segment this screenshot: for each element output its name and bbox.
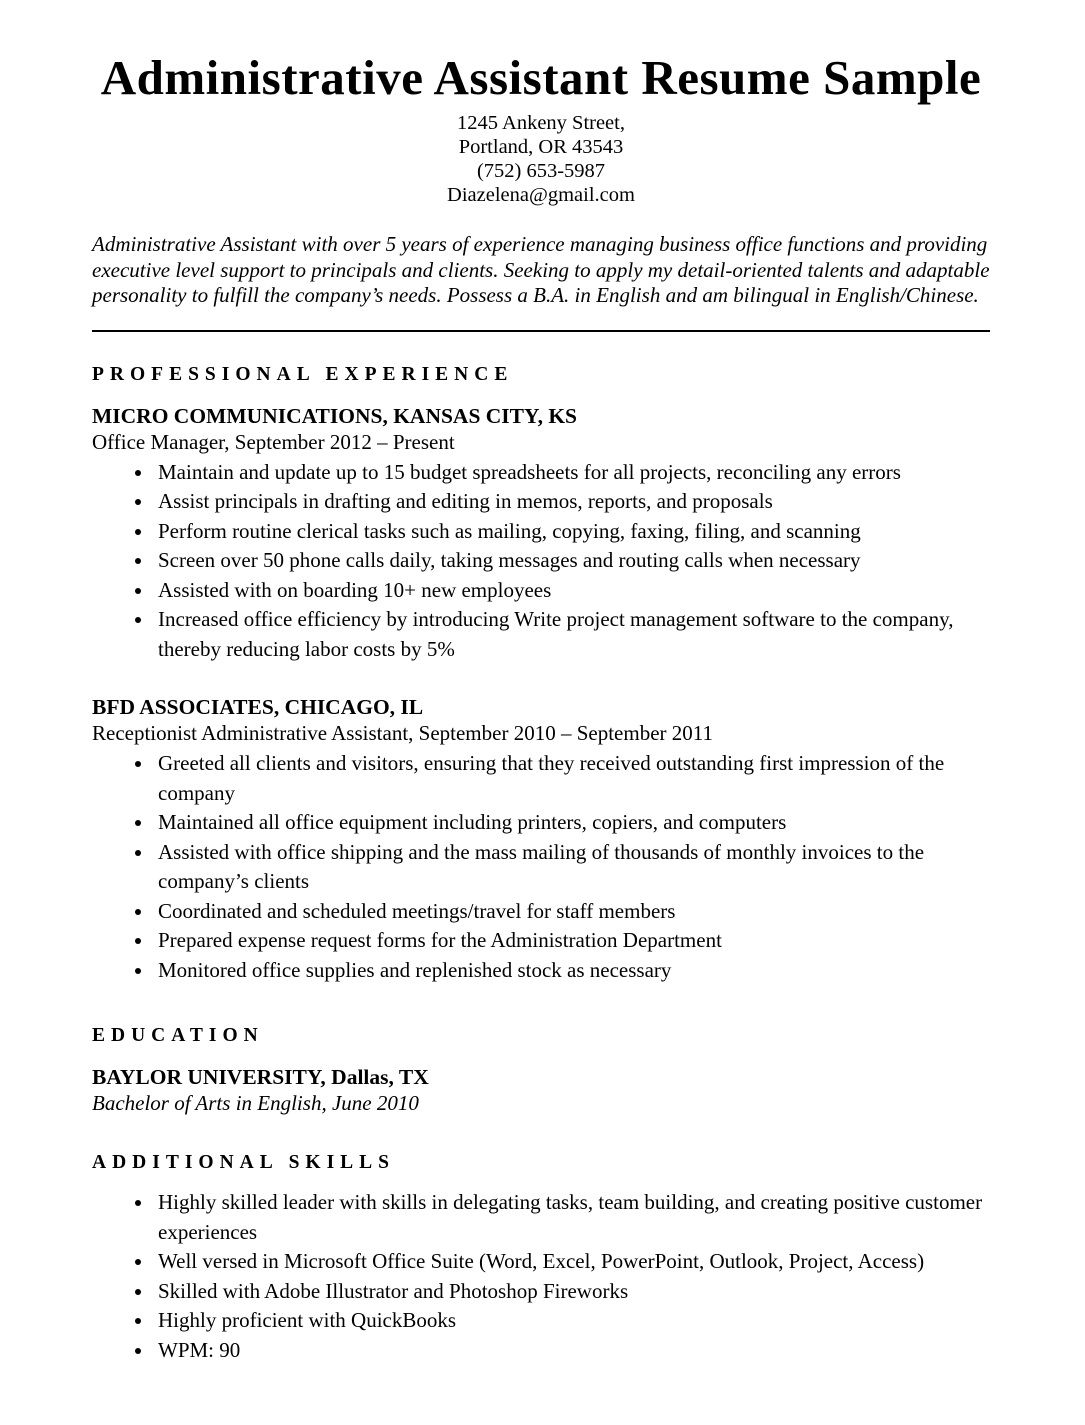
job-bullet: • Assisted with office shipping and the mass mailing of thousands of monthly invoices to the company’s clients xyxy=(154,838,990,897)
section-heading-skills: ADDITIONAL SKILLS xyxy=(92,1152,396,1174)
job-company: BFD ASSOCIATES, CHICAGO, IL xyxy=(92,695,424,720)
job-bullet: • Increased office efficiency by introducing Write project management software to the company, thereby reducing labor costs by 5% xyxy=(154,605,990,664)
resume-title: Administrative Assistant Resume Sample xyxy=(100,50,982,105)
job-bullet: • Prepared expense request forms for the Administration Department xyxy=(154,926,990,956)
section-heading-education: EDUCATION xyxy=(92,1025,264,1047)
contact-address-city: Portland, OR 43543 xyxy=(458,136,624,159)
skill-bullet: • Skilled with Adobe Illustrator and Photoshop Fireworks xyxy=(154,1277,990,1307)
job-role: Receptionist Administrative Assistant, September 2010 – September 2011 xyxy=(92,721,713,746)
contact-email: Diazelena@gmail.com xyxy=(447,184,635,207)
job-bullet: • Screen over 50 phone calls daily, taking messages and routing calls when necessary xyxy=(154,546,990,576)
education-degree: Bachelor of Arts in English, June 2010 xyxy=(92,1091,419,1116)
job-bullet: • Greeted all clients and visitors, ensuring that they received outstanding first impression of the company xyxy=(154,749,990,808)
contact-block xyxy=(92,111,990,207)
skill-bullet: • WPM: 90 xyxy=(154,1336,990,1366)
job-role: Office Manager, September 2012 – Present xyxy=(92,429,455,454)
career-objective: Administrative Assistant with over 5 years of experience managing business office functions and providing executive level support to principals and clients. Seeking to apply my detail-oriented talents and adaptable personality to fulfill the company’s needs. Possess a B.A. in English and am bilingual in English/Chinese. xyxy=(92,232,990,308)
job-company: MICRO COMMUNICATIONS, KANSAS CITY, KS xyxy=(92,403,577,428)
contact-address-street: 1245 Ankeny Street, xyxy=(457,112,625,135)
job-bullet: • Assist principals in drafting and editing in memos, reports, and proposals xyxy=(154,487,990,517)
skills-bullet-list xyxy=(92,1188,990,1365)
section-heading-experience: PROFESSIONAL EXPERIENCE xyxy=(92,363,514,385)
skill-bullet: • Well versed in Microsoft Office Suite (Word, Excel, PowerPoint, Outlook, Project, Access) xyxy=(154,1247,990,1277)
job-bullet-list xyxy=(92,749,990,985)
education-school: BAYLOR UNIVERSITY, Dallas, TX xyxy=(92,1065,429,1090)
job-bullet-list xyxy=(92,458,990,665)
experience-entry xyxy=(92,694,990,985)
job-bullet: • Maintain and update up to 15 budget spreadsheets for all projects, reconciling any errors xyxy=(154,458,990,488)
job-bullet: • Monitored office supplies and replenished stock as necessary xyxy=(154,956,990,986)
job-bullet: • Perform routine clerical tasks such as mailing, copying, faxing, filing, and scanning xyxy=(154,517,990,547)
header-divider xyxy=(92,330,990,332)
job-bullet: • Maintained all office equipment including printers, copiers, and computers xyxy=(154,808,990,838)
job-bullet: • Assisted with on boarding 10+ new employees xyxy=(154,576,990,606)
skill-bullet: • Highly proficient with QuickBooks xyxy=(154,1306,990,1336)
experience-entry xyxy=(92,403,990,665)
skill-bullet: • Highly skilled leader with skills in delegating tasks, team building, and creating positive customer experiences xyxy=(154,1188,990,1247)
job-bullet: • Coordinated and scheduled meetings/travel for staff members xyxy=(154,897,990,927)
contact-phone: (752) 653-5987 xyxy=(476,160,606,183)
